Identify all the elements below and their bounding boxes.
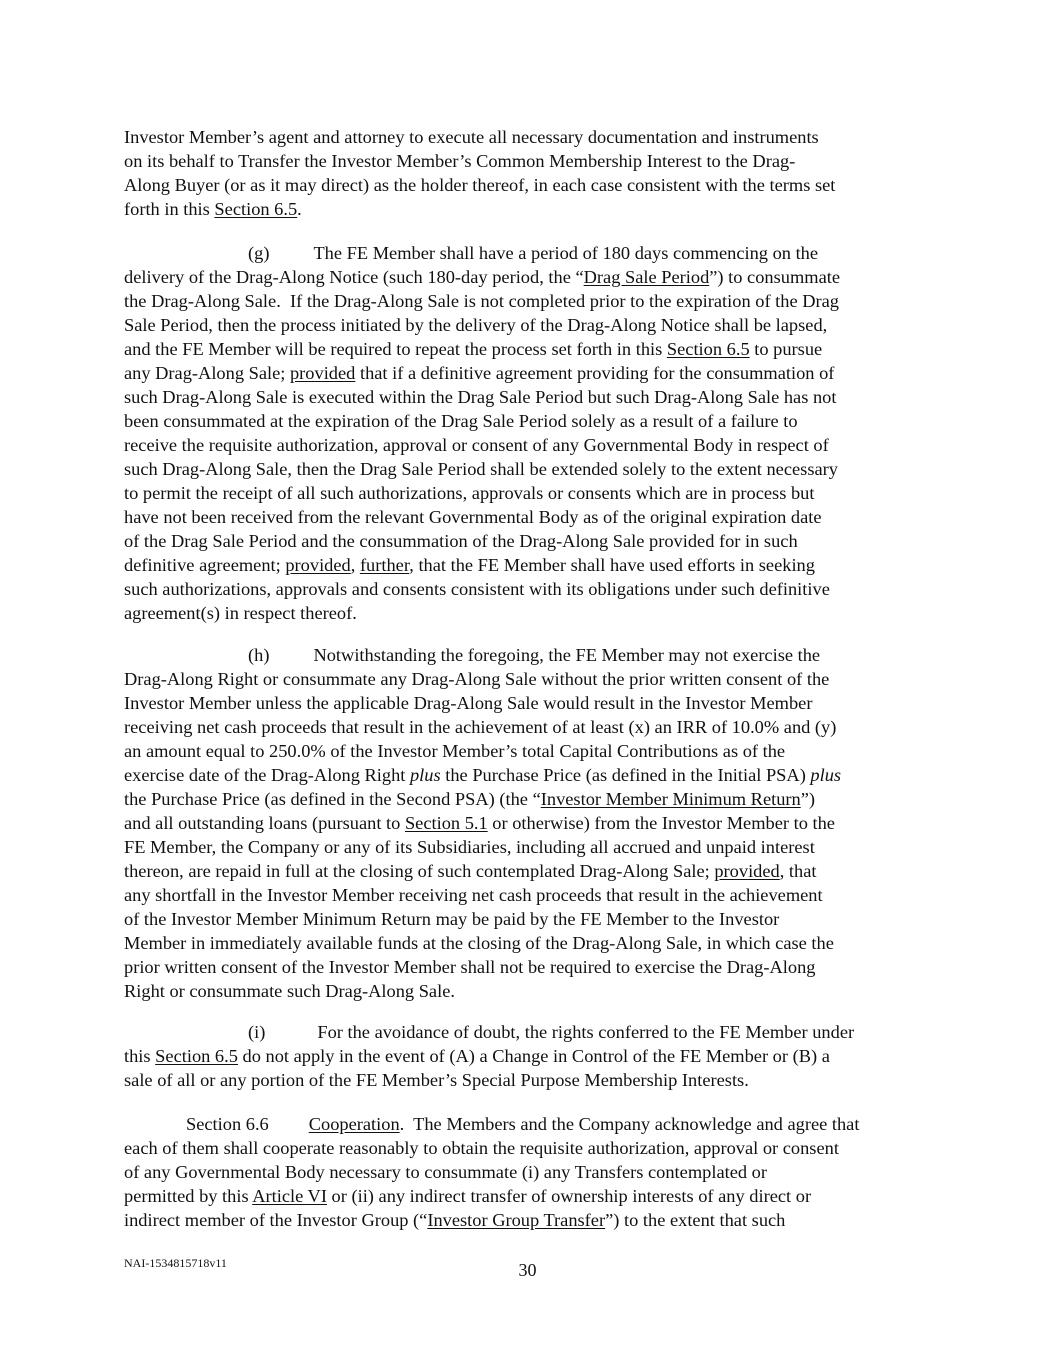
proviso: provided (285, 555, 351, 575)
clause-label: (h) (248, 645, 270, 665)
section-heading: Cooperation (308, 1114, 400, 1134)
text-line: Sale Period, then the process initiated by the delivery of the Drag-Along Notice shall be lapsed, (124, 315, 828, 335)
text-line: and the FE Member will be required to repeat the process set forth in this Section 6.5 to pursue (124, 339, 823, 359)
text-line: have not been received from the relevant Governmental Body as of the original expiration date (124, 507, 822, 527)
clause-label: (g) (248, 243, 270, 263)
text-line: forth in this Section 6.5. (124, 199, 302, 219)
text-line: (g) The FE Member shall have a period of 180 days commencing on the (248, 243, 819, 263)
text-line: the Drag-Along Sale. If the Drag-Along Sale is not completed prior to the expiration of the Drag (124, 291, 839, 311)
text-line: of the Investor Member Minimum Return may be paid by the FE Member to the Investor (124, 909, 780, 929)
text-line: Investor Member unless the applicable Drag-Along Sale would result in the Investor Member (124, 693, 813, 713)
text-line: receive the requisite authorization, approval or consent of any Governmental Body in respect of (124, 435, 829, 455)
text-line: been consummated at the expiration of the Drag Sale Period solely as a result of a failure to (124, 411, 798, 431)
section-reference: Section 5.1 (404, 813, 488, 833)
text-line: permitted by this Article VI or (ii) any indirect transfer of ownership interests of any direct or (124, 1186, 812, 1206)
paragraph-i (124, 1020, 936, 1092)
paragraph-g (124, 241, 936, 625)
text-line: such Drag-Along Sale is executed within the Drag Sale Period but such Drag-Along Sale has not (124, 387, 837, 407)
text-line: definitive agreement; provided, further, that the FE Member shall have used efforts in seeking (124, 555, 815, 575)
text-line: such authorizations, approvals and consents consistent with its obligations under such definitive (124, 579, 830, 599)
text-line: Along Buyer (or as it may direct) as the holder thereof, in each case consistent with the terms set (124, 175, 836, 195)
text-line: any Drag-Along Sale; provided that if a definitive agreement providing for the consummation of (124, 363, 835, 383)
proviso: provided (289, 363, 356, 383)
text-line: agreement(s) in respect thereof. (124, 603, 357, 623)
text-line: Investor Member’s agent and attorney to execute all necessary documentation and instruments (124, 127, 819, 147)
text-line: (h) Notwithstanding the foregoing, the FE Member may not exercise the (248, 645, 821, 665)
text-line: of the Drag Sale Period and the consummation of the Drag-Along Sale provided for in such (124, 531, 798, 551)
section-reference: Section 6.5 (214, 199, 298, 219)
text-line: of any Governmental Body necessary to consummate (i) any Transfers contemplated or (124, 1162, 767, 1182)
defined-term: Investor Member Minimum Return (540, 789, 801, 809)
paragraph-h (124, 643, 936, 1003)
text-line: this Section 6.5 do not apply in the event of (A) a Change in Control of the FE Member or (B) a (124, 1046, 830, 1066)
italic-term: plus (810, 765, 842, 785)
text-line: (i) For the avoidance of doubt, the rights conferred to the FE Member under (248, 1022, 855, 1042)
text-line: and all outstanding loans (pursuant to Section 5.1 or otherwise) from the Investor Member to the (124, 813, 835, 833)
text-line: each of them shall cooperate reasonably to obtain the requisite authorization, approval or consent (124, 1138, 839, 1158)
text-line: the Purchase Price (as defined in the Second PSA) (the “Investor Member Minimum Return”) (124, 789, 816, 809)
text-line: to permit the receipt of all such authorizations, approvals or consents which are in process but (124, 483, 815, 503)
article-reference: Article VI (252, 1186, 327, 1206)
text-line: such Drag-Along Sale, then the Drag Sale Period shall be extended solely to the extent necessary (124, 459, 838, 479)
defined-term: Investor Group Transfer (427, 1210, 606, 1230)
paragraph-continuation (124, 125, 936, 221)
clause-label: (i) (248, 1022, 266, 1042)
page-number: 30 (518, 1260, 537, 1280)
text-line: indirect member of the Investor Group (“Investor Group Transfer”) to the extent that such (124, 1210, 786, 1230)
italic-term: plus (409, 765, 441, 785)
proviso: provided (714, 861, 780, 881)
text-line: prior written consent of the Investor Member shall not be required to exercise the Drag-Along (124, 957, 816, 977)
defined-term: Drag Sale Period (583, 267, 710, 287)
text-line: Member in immediately available funds at the closing of the Drag-Along Sale, in which case the (124, 933, 834, 953)
text-line: delivery of the Drag-Along Notice (such 180-day period, the “Drag Sale Period”) to consummate (124, 267, 841, 287)
document-id: NAI-1534815718v11 (124, 1256, 227, 1270)
text-line: Right or consummate such Drag-Along Sale. (124, 981, 455, 1001)
text-line: Drag-Along Right or consummate any Drag-Along Sale without the prior written consent of the (124, 669, 830, 689)
section-reference: Section 6.5 (666, 339, 750, 359)
text-line: exercise date of the Drag-Along Right plus the Purchase Price (as defined in the Initial PSA) plus (124, 765, 842, 785)
section-6-6 (124, 1112, 936, 1232)
text-line: thereon, are repaid in full at the closing of such contemplated Drag-Along Sale; provided, that (124, 861, 817, 881)
text-line: on its behalf to Transfer the Investor Member’s Common Membership Interest to the Drag- (124, 151, 796, 171)
section-reference: Section 6.5 (155, 1046, 238, 1066)
text-line: an amount equal to 250.0% of the Investor Member’s total Capital Contributions as of the (124, 741, 786, 761)
proviso-further: further (359, 555, 410, 575)
section-number: Section 6.6 (186, 1114, 269, 1134)
text-line: any shortfall in the Investor Member receiving net cash proceeds that result in the achievement (124, 885, 823, 905)
text-line: FE Member, the Company or any of its Subsidiaries, including all accrued and unpaid interest (124, 837, 815, 857)
text-line: sale of all or any portion of the FE Member’s Special Purpose Membership Interests. (124, 1070, 749, 1090)
text-line: receiving net cash proceeds that result in the achievement of at least (x) an IRR of 10.0% and (y) (124, 717, 837, 737)
text-line: Section 6.6 Cooperation. The Members and the Company acknowledge and agree that (186, 1114, 860, 1134)
